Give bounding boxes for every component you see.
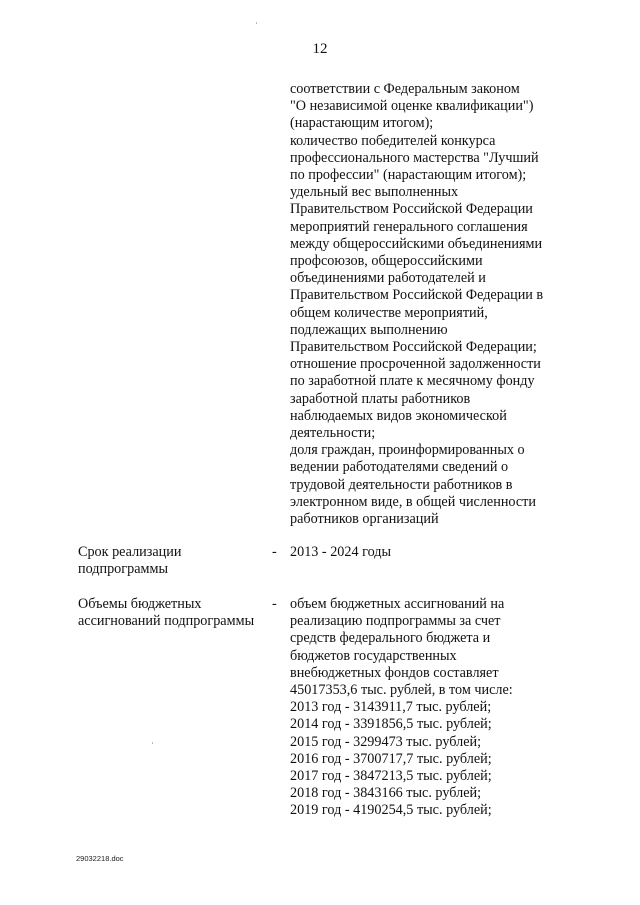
value-line: 2019 год - 4190254,5 тыс. рублей; [290,802,492,819]
text-line: отношение просроченной задолженности [290,356,541,373]
label-line: Срок реализации [78,544,182,560]
text-line: подлежащих выполнению [290,321,448,338]
row-value [290,596,620,820]
text-line: доля граждан, проинформированных о [290,442,525,459]
text-line: профсоюзов, общероссийскими [290,253,483,270]
value-line: 2013 год - 3143911,7 тыс. рублей; [290,699,492,716]
text-line: (нарастающим итогом); [290,115,434,132]
value-line: 2016 год - 3700717,7 тыс. рублей; [290,750,492,767]
row-dash: - [272,544,277,560]
page-number: 12 [312,41,328,57]
scan-speck [152,742,153,744]
text-line: "О независимой оценке квалификации") [290,98,534,115]
label-line: ассигнований подпрограммы [78,613,255,630]
text-line: количество победителей конкурса [290,132,496,149]
value-line: реализацию подпрограммы за счет [290,613,501,630]
value-line: бюджетов государственных [290,647,457,664]
text-line: по заработной плате к месячному фонду [290,373,535,390]
text-line: ведении работодателями сведений о [290,459,509,476]
value-line: 2014 год - 3391856,5 тыс. рублей; [290,716,492,733]
text-line: наблюдаемых видов экономической [290,407,507,424]
value-line: 45017353,6 тыс. рублей, в том числе: [290,682,513,699]
value-line: внебюджетных фондов составляет [290,664,499,681]
text-line: удельный вес выполненных [290,184,459,201]
text-line: объединениями работодателей и [290,270,486,287]
text-line: работников организаций [290,511,439,528]
row-value [290,544,620,561]
text-line: деятельности; [290,425,376,442]
text-line: Правительством Российской Федерации в [290,287,544,304]
text-line: заработной платы работников [290,390,471,407]
text-line: мероприятий генерального соглашения [290,218,528,235]
value-line: 2015 год - 3299473 тыс. рублей; [290,733,482,750]
label-line: Объемы бюджетных [78,596,202,612]
text-line: электронном виде, в общей численности [290,493,536,510]
label-line: подпрограммы [78,561,168,578]
indicators-continuation [290,81,620,528]
value-line: 2018 год - 3843166 тыс. рублей; [290,785,482,802]
text-line: общем количестве мероприятий, [290,304,488,321]
value-line: 2017 год - 3847213,5 тыс. рублей; [290,768,492,785]
value-line: 2013 - 2024 годы [290,544,392,560]
text-line: трудовой деятельности работников в [290,476,513,493]
text-line: Правительством Российской Федерации; [290,339,537,356]
text-line: по профессии" (нарастающим итогом); [290,167,527,184]
document-code: 29032218.doc [76,854,124,863]
text-line: между общероссийскими объединениями [290,235,543,252]
text-line: профессионального мастерства "Лучший [290,149,539,166]
row-label [78,596,268,630]
scan-speck [256,22,257,24]
value-line: объем бюджетных ассигнований на [290,596,505,612]
text-line: Правительством Российской Федерации [290,201,533,218]
value-line: средств федерального бюджета и [290,630,491,647]
row-label [78,544,268,578]
row-dash: - [272,596,277,612]
text-line: соответствии с Федеральным законом [290,81,520,97]
